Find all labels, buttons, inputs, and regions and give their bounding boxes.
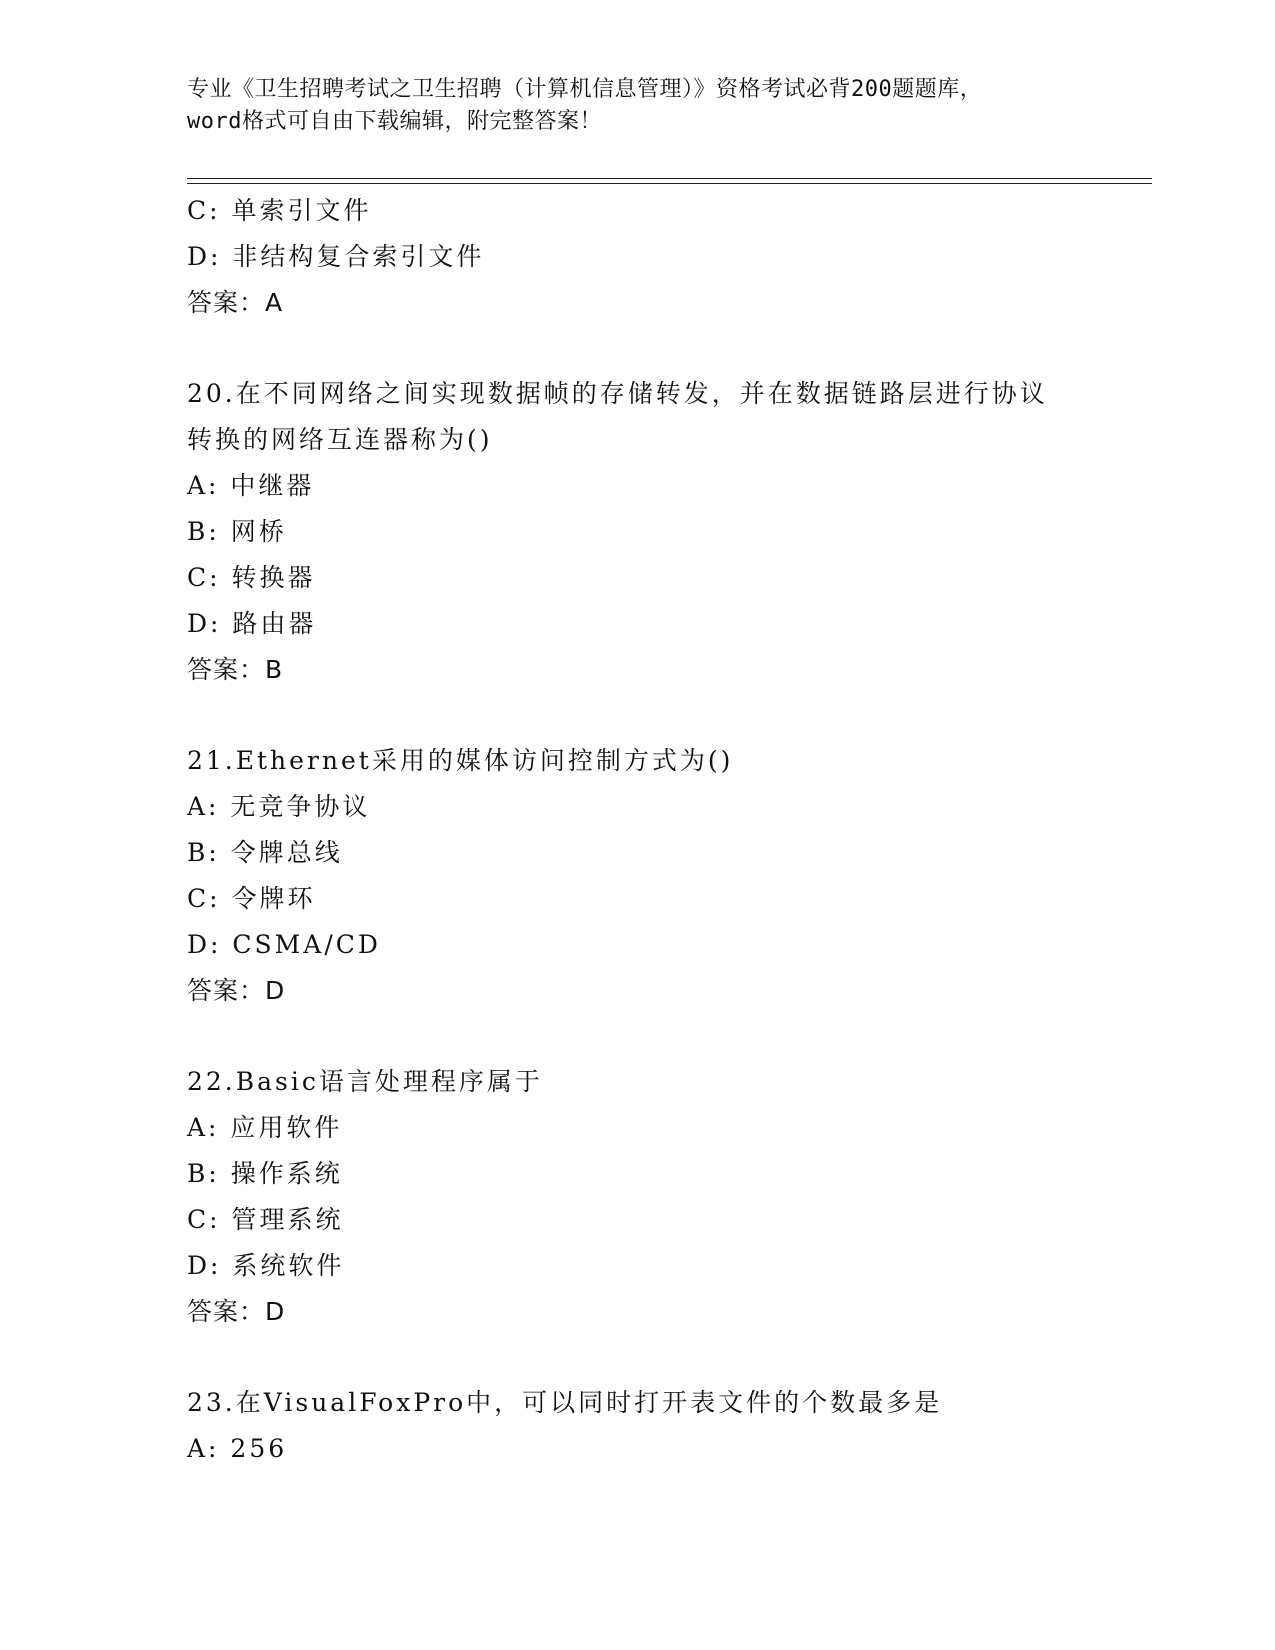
header-line-2: word格式可自由下载编辑，附完整答案！ — [187, 109, 602, 134]
option-a: A: 应用软件 — [187, 1113, 343, 1142]
option-d: D: CSMA/CD — [187, 930, 381, 959]
option-d: D: 路由器 — [187, 609, 317, 638]
option-b: B: 操作系统 — [187, 1159, 343, 1188]
answer-line: 答案：A — [187, 288, 284, 317]
header-line-1: 专业《卫生招聘考试之卫生招聘（计算机信息管理）》资格考试必背200题题库， — [187, 77, 983, 102]
answer-line: 答案：B — [187, 655, 284, 684]
spacer — [187, 326, 1147, 371]
option-d: D: 非结构复合索引文件 — [187, 242, 485, 271]
question-19-tail — [187, 188, 1147, 326]
option-c: C: 转换器 — [187, 563, 316, 592]
answer-line: 答案：D — [187, 1297, 286, 1326]
answer-line: 答案：D — [187, 976, 286, 1005]
question-stem: 23.在VisualFoxPro中，可以同时打开表文件的个数最多是 — [187, 1388, 943, 1417]
question-list — [187, 188, 1147, 1472]
option-c: C: 管理系统 — [187, 1205, 344, 1234]
question-20 — [187, 371, 1147, 693]
option-b: B: 网桥 — [187, 517, 287, 546]
spacer — [187, 693, 1147, 738]
question-22 — [187, 1059, 1147, 1335]
question-stem: 转换的网络互连器称为() — [187, 425, 493, 454]
spacer — [187, 1335, 1147, 1380]
question-stem: 21.Ethernet采用的媒体访问控制方式为() — [187, 746, 734, 775]
option-c: C: 单索引文件 — [187, 196, 372, 225]
question-stem: 20.在不同网络之间实现数据帧的存储转发，并在数据链路层进行协议 — [187, 379, 1048, 408]
question-21 — [187, 738, 1147, 1014]
option-c: C: 令牌环 — [187, 884, 316, 913]
header-divider-bottom — [187, 183, 1152, 184]
option-a: A: 无竞争协议 — [187, 792, 371, 821]
option-d: D: 系统软件 — [187, 1251, 345, 1280]
document-header — [187, 74, 1087, 138]
question-23 — [187, 1380, 1147, 1472]
option-b: B: 令牌总线 — [187, 838, 343, 867]
option-a: A: 256 — [187, 1434, 288, 1463]
spacer — [187, 1014, 1147, 1059]
question-stem: 22.Basic语言处理程序属于 — [187, 1067, 543, 1096]
header-divider-top — [187, 178, 1152, 179]
option-a: A: 中继器 — [187, 471, 315, 500]
